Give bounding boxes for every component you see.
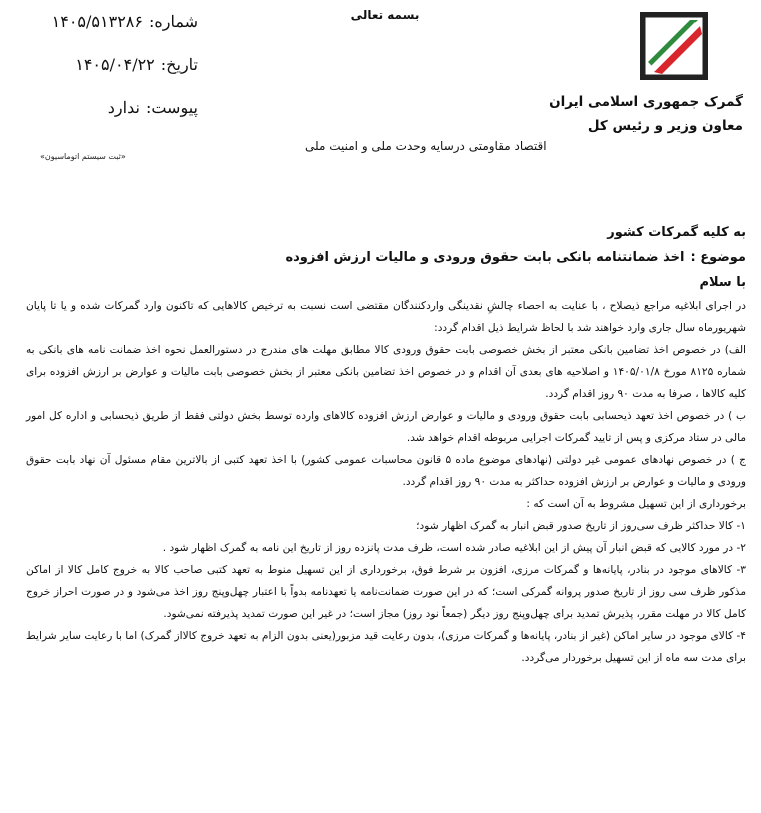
paragraph-condition-2: ۲- در مورد کالایی که قبض انبار آن پیش از این ابلاغیه صادر شده است، ظرف مدت پانزده روز از تاریخ این نامه به گمرک اظهار شود . <box>162 542 746 554</box>
paragraph-condition-1: ۱- کالا حداکثر ظرف سی‌روز از تاریخ صدور قبض انبار به گمرک اظهار شود؛ <box>416 520 746 532</box>
org-subtitle: معاون وزیر و رئیس کل <box>587 118 743 134</box>
letter-meta <box>28 12 198 141</box>
paragraph-alef: الف) در خصوص اخذ تضامین بانکی معتبر از بخش خصوصی بابت حقوق ورودی کالا مطابق مهلت های مندرج در دستورالعمل نحوه اخذ ضمانت نامه های بانکی به شماره ۸۱۲۵ مورخ ۱۴۰۵/۰۱/۸ و اصلاحیه های بعدی آن اقدام و در خصوص اخذ تضامین بانکی معتبر از بخش خصوصی بابت مالیات و عوارض بر ارزش افزوده برای کلیه کالاها ، صرفا به مدت ۹۰ روز اقدام گردد. <box>26 344 746 400</box>
attachment-label: پیوست: <box>145 98 198 117</box>
number-label: شماره: <box>148 12 198 31</box>
subject-text: اخذ ضمانتنامه بانکی بابت حقوق ورودی و مالیات ارزش افزوده <box>285 250 685 265</box>
paragraph-condition-4: ۴- کالای موجود در سایر اماکن (غیر از بنادر، پایانه‌ها و گمرکات مرزی)، بدون رعایت قید مزبور(یعنی بدون الزام به تعهد خروج کالااز گمرک) اما با رعایت سایر شرایط برای مدت سه ماه از این تسهیل برخوردار می‌گردد. <box>26 630 746 664</box>
addressee: به کلیه گمرکات کشور <box>607 225 746 240</box>
date-value: ۱۴۰۵/۰۴/۲۲ <box>75 55 155 74</box>
date-label: تاریخ: <box>160 55 198 74</box>
subject-label: موضوع : <box>690 250 746 265</box>
paragraph-condition-intro: برخورداری از این تسهیل مشروط به آن است که : <box>526 498 746 510</box>
attachment-row <box>28 98 198 141</box>
number-value: ۱۴۰۵/۵۱۳۲۸۶ <box>51 12 143 31</box>
bismillah-heading: بسمه تعالی <box>350 8 420 22</box>
customs-logo <box>640 12 708 80</box>
org-title: گمرک جمهوری اسلامی ایران <box>549 94 743 110</box>
number-row <box>28 12 198 55</box>
paragraph-jim: ج ) در خصوص نهادهای عمومی غیر دولتی (نهادهای موضوع ماده ۵ قانون محاسبات عمومی کشور) با اخذ تعهد کتبی از بالاترین مقام مسئول آن نهاد بابت حقوق ورودی و مالیات و عوارض بر ارزش افزوده حداکثر به مدت ۹۰ روز اقدام گردد. <box>26 454 746 488</box>
paragraph-condition-3: ۳- کالاهای موجود در بنادر، پایانه‌ها و گمرکات مرزی، افزون بر شرط فوق، برخورداری از این تسهیل منوط به تعهد کتبی صاحب کالا به خروج کامل کالا از اماکن مذکور ظرف سی روز از تاریخ صدور پروانه گمرکی است؛ که در این صورت ضمانت‌نامه یا تعهدنامه بدواً با اعتبار چهل‌وپنج روز اخذ می‌شود و در صورت احراز خروج کامل کالا در مهلت مقرر، پذیرش تمدید برای چهل‌وپنج روز دیگر (جمعاً نود روز) مجاز است؛ در غیر این صورت تمدید پذیرفته نمی‌شود. <box>26 564 746 620</box>
motto-line: اقتصاد مقاومتی درسایه وحدت ملی و امنیت ملی <box>305 139 547 153</box>
paragraph-intro: در اجرای ابلاغیه مراجع ذیصلاح ، با عنایت به احصاء چالشِ نقدینگی واردکنندگان مقتضی است نسبت به ترخیص کالاهایی که تاکنون وارد گمرکات شده و یا تا پایان شهریورماه سال جاری وارد خواهند شد با لحاظ شرایط ذیل اقدام گردد: <box>26 300 746 334</box>
date-row <box>28 55 198 98</box>
letter-body <box>26 220 746 669</box>
attachment-value: ندارد <box>107 98 140 117</box>
automation-note: «ثبت سیستم اتوماسیون» <box>40 152 126 161</box>
salutation: با سلام <box>699 275 746 290</box>
subject-line <box>26 245 746 270</box>
paragraph-be: ب ) در خصوص اخذ تعهد ذیحسابی بابت حقوق ورودی و مالیات و عوارض ارزش افزوده کالاهای وارده توسط بخش دولتی فقط از طریق ذیحسابی و اداره کل امور مالی در ستاد مرکزی و پس از تایید گمرکات اجرایی مربوطه اقدام خواهد شد. <box>26 410 746 444</box>
organization-name <box>549 90 743 138</box>
